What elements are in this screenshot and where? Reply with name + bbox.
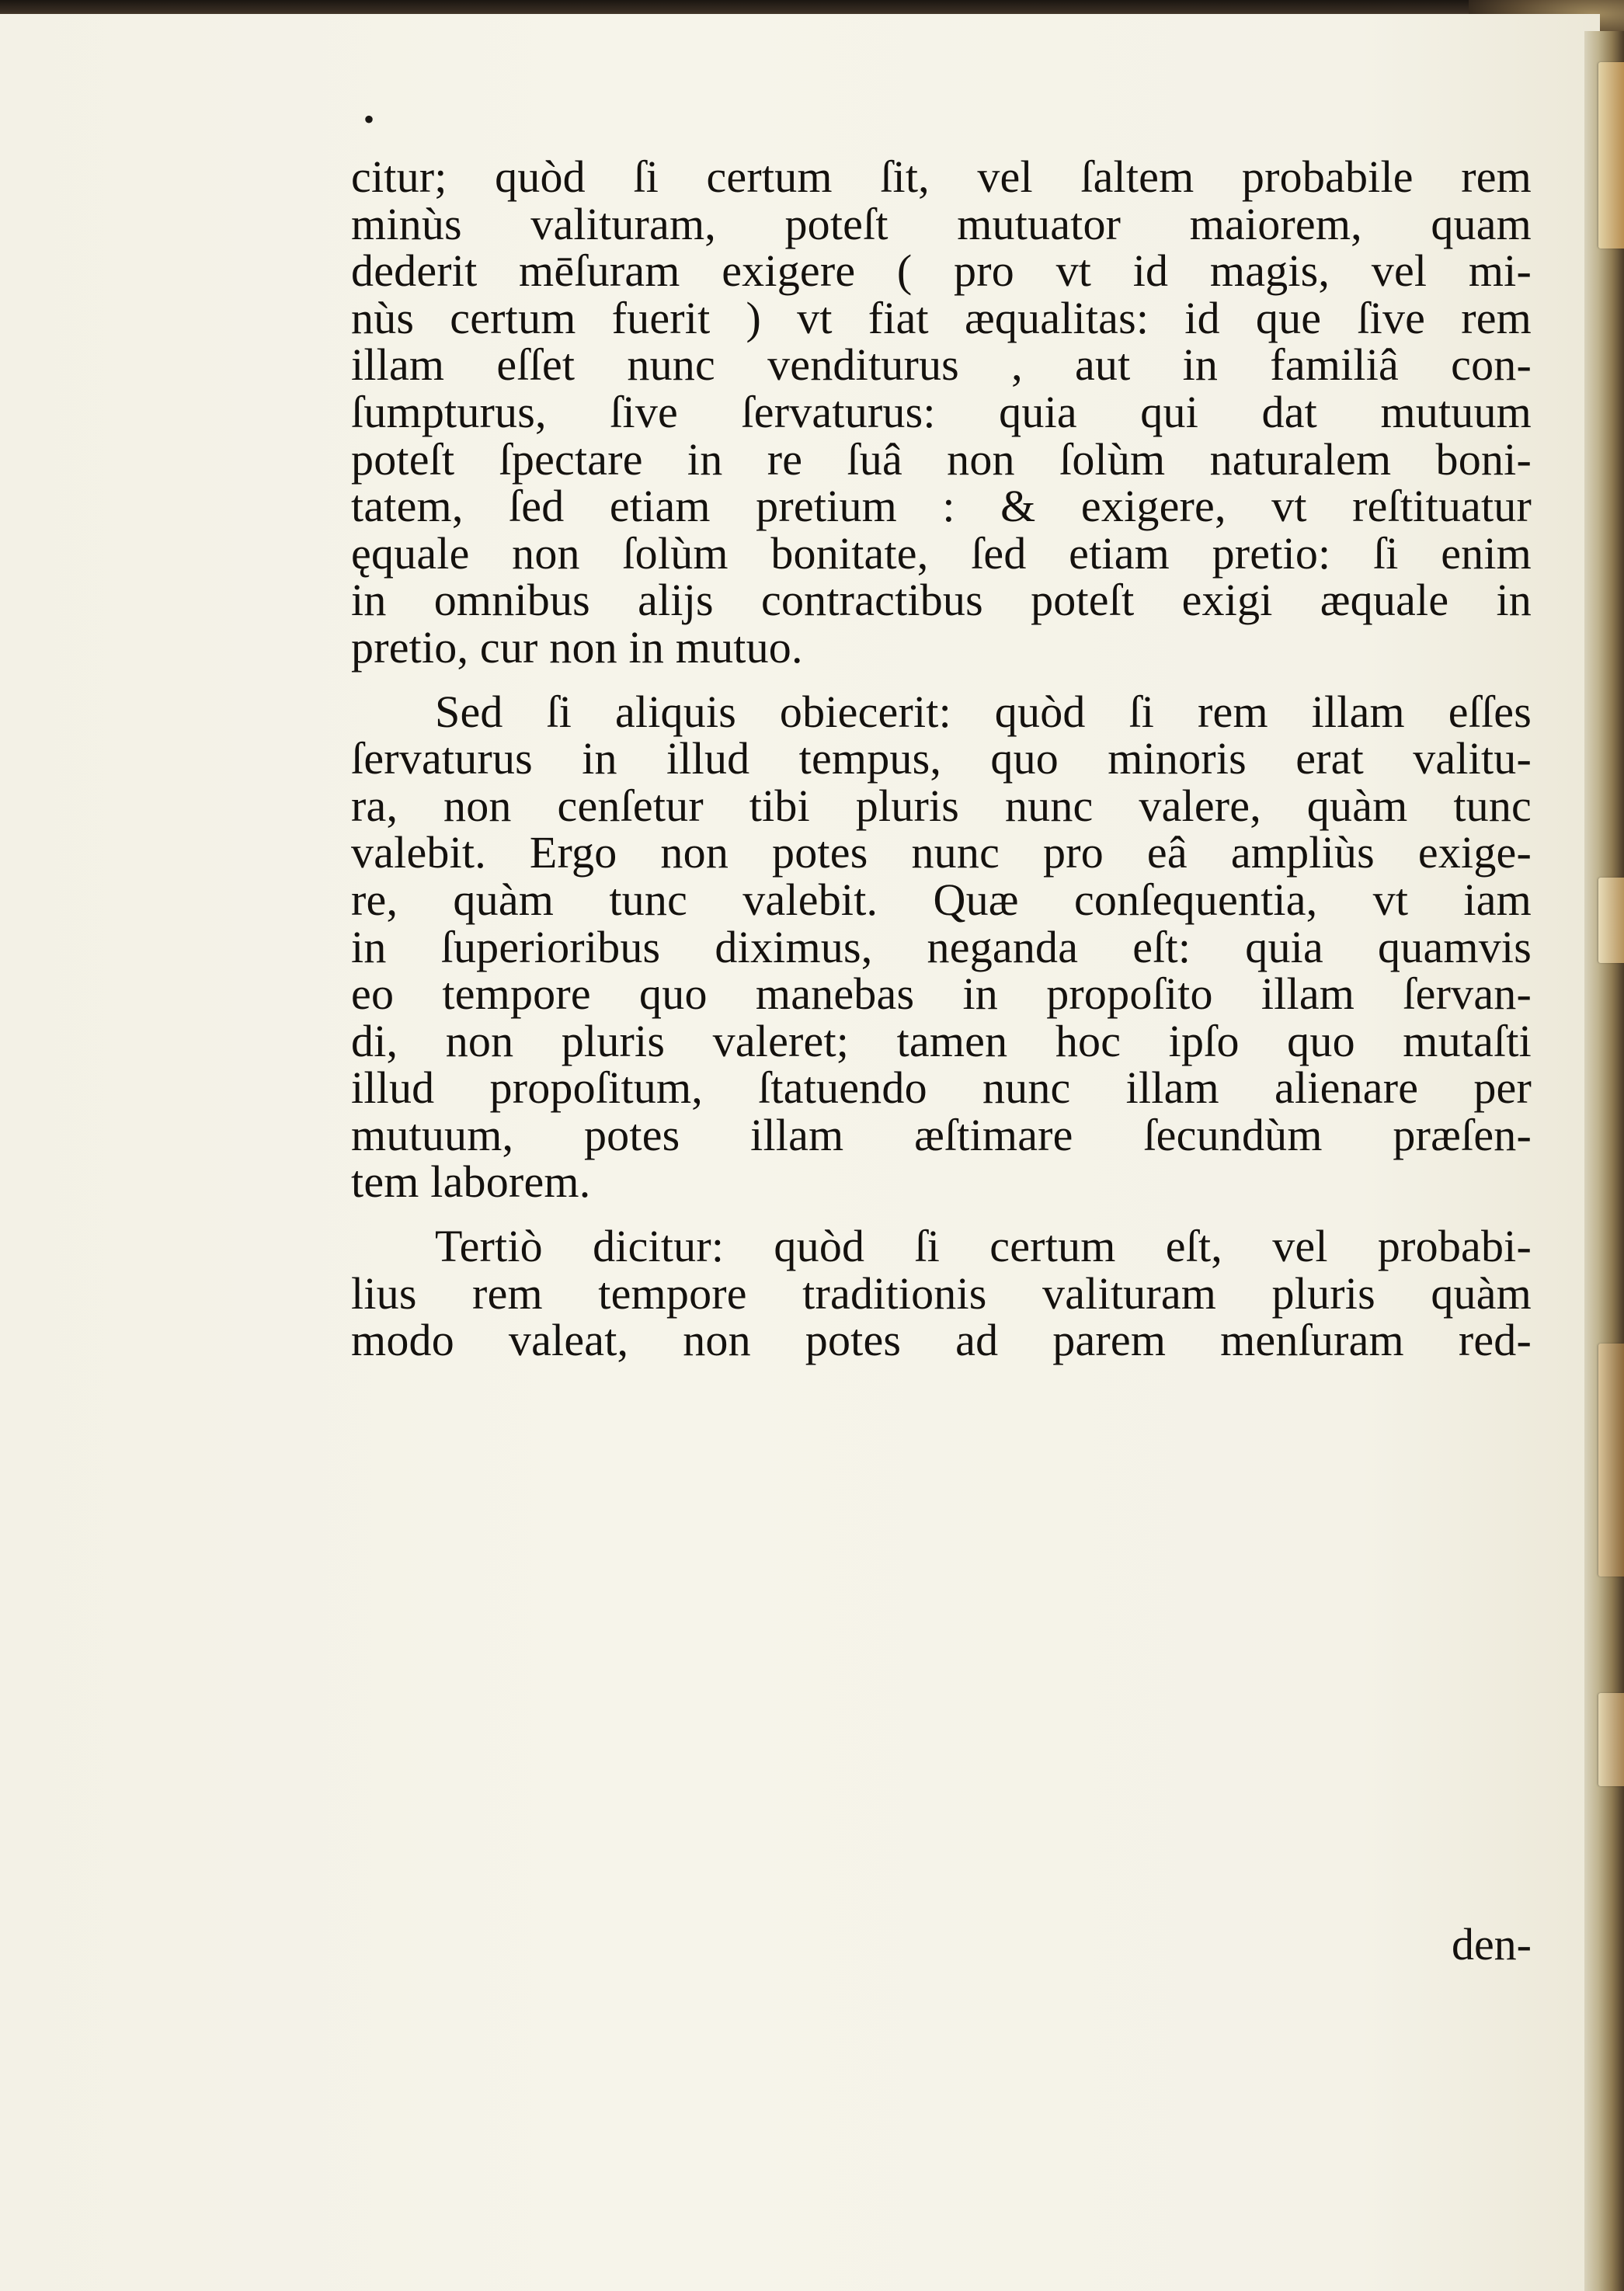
text-line: ſumpturus, ſive ſervaturus: quia qui dat mutuum [351,386,1532,437]
text-line: Sed ſi aliquis obiecerit: quòd ſi rem illam eſſes [435,686,1532,737]
text-line: valebit. Ergo non potes nunc pro eâ ampliùs exige- [351,827,1532,878]
text-line: lius rem tempore traditionis valituram pluris quàm [351,1267,1532,1319]
fore-edge-tab [1598,1693,1624,1786]
text-line: in omnibus alijs contractibus poteſt exigi æquale in [351,575,1532,626]
text-line: nùs certum fuerit ) vt fiat æqualitas: id que ſive rem [351,292,1532,343]
text-line: illam eſſet nunc venditurus , aut in familiâ con- [351,339,1532,391]
text-line: citur; quòd ſi certum ſit, vel ſaltem probabile rem [351,151,1532,202]
text-line: ęquale non ſolùm bonitate, ſed etiam pretio: ſi enim [351,527,1532,579]
text-line: tatem, ſed etiam pretium : & exigere, vt reſtituatur [351,481,1532,532]
text-line: poteſt ſpectare in re ſuâ non ſolùm naturalem boni- [351,433,1532,485]
body-text [351,151,1532,1366]
fore-edge-tab [1598,62,1624,249]
text-line: illud propoſitum, ſtatuendo nunc illam alienare per [351,1062,1532,1114]
text-line: dederit mēſuram exigere ( pro vt id magis, vel mi- [351,245,1532,297]
fore-edge-tab [1598,1344,1624,1577]
text-line: tem laborem. [351,1156,591,1208]
folio-mark: • [363,102,375,137]
text-line: ra, non cenſetur tibi pluris nunc valere, quàm tunc [351,780,1532,831]
catchword: den- [1451,1919,1532,1969]
text-line: mutuum, potes illam æſtimare ſecundùm præſen- [351,1109,1532,1160]
page-right-fold [1584,31,1624,2291]
text-line: Tertiò dicitur: quòd ſi certum eſt, vel probabi- [435,1221,1532,1272]
text-line: di, non pluris valeret; tamen hoc ipſo quo mutaſti [351,1015,1532,1066]
text-line: pretio, cur non in mutuo. [351,621,803,673]
text-line: modo valeat, non potes ad parem menſuram red- [351,1315,1532,1366]
text-line: ſervaturus in illud tempus, quo minoris erat valitu- [351,733,1532,784]
text-line: minùs valituram, poteſt mutuator maiorem, quam [351,198,1532,249]
text-line: re, quàm tunc valebit. Quæ conſequentia, vt iam [351,874,1532,925]
fore-edge-tab [1598,878,1624,963]
text-line: in ſuperioribus diximus, neganda eſt: quia quamvis [351,921,1532,972]
text-line: eo tempore quo manebas in propoſito illam ſervan- [351,968,1532,1020]
